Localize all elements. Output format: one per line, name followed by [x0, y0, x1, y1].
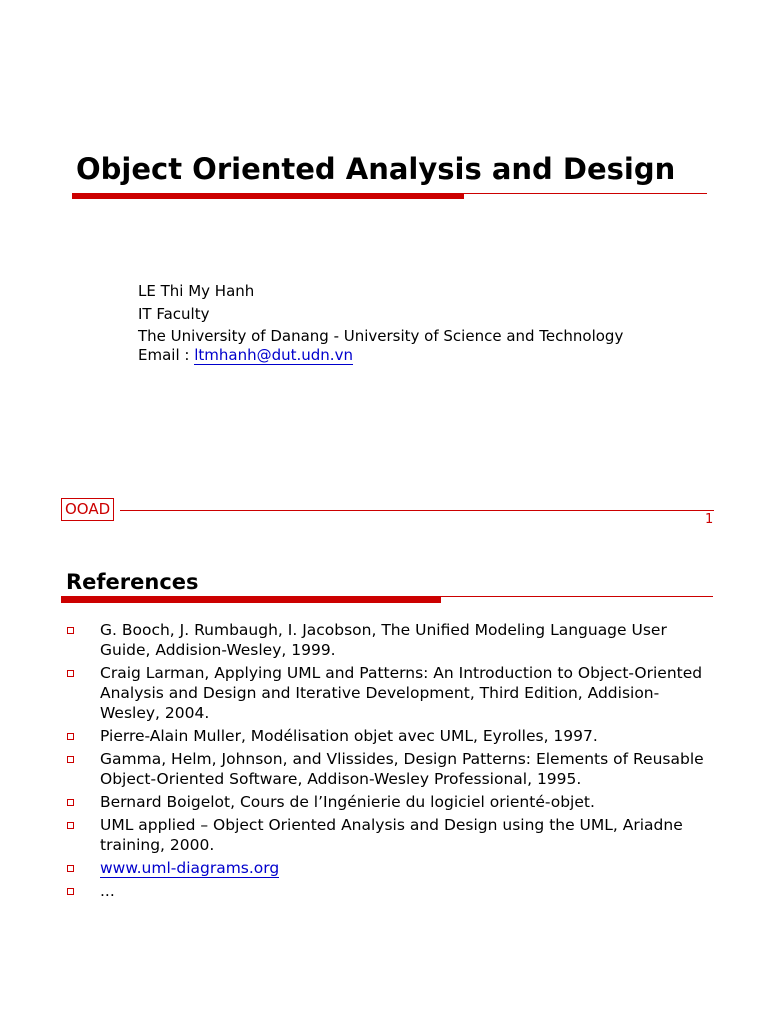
footer-rule [120, 510, 714, 511]
reference-item: G. Booch, J. Rumbaugh, I. Jacobson, The Unified Modeling Language User Guide, Addision-Wesley, 1999. [66, 620, 716, 660]
author-name: LE Thi My Hanh [138, 282, 255, 300]
footer-ooad-label: OOAD [61, 498, 114, 521]
title-rule-thick [72, 193, 464, 199]
references-rule-thick [61, 597, 441, 603]
email-label: Email : [138, 346, 195, 364]
reference-item: Craig Larman, Applying UML and Patterns: An Introduction to Object-Oriented Analysis and Design and Iterative Development, Third Edition, Addision-Wesley, 2004. [66, 663, 716, 723]
references-list [66, 620, 716, 904]
square-bullet-icon [67, 733, 74, 740]
references-title: References [66, 570, 199, 594]
author-faculty: IT Faculty [138, 305, 210, 323]
reference-item: ... [66, 881, 716, 901]
slide-title: Object Oriented Analysis and Design [76, 152, 676, 186]
uml-diagrams-link[interactable]: www.uml-diagrams.org [100, 859, 280, 877]
square-bullet-icon [67, 865, 74, 872]
email-link[interactable]: ltmhanh@dut.udn.vn [194, 346, 353, 364]
author-email-line [138, 346, 353, 364]
reference-item [66, 858, 716, 878]
page-number: 1 [705, 512, 714, 527]
author-university: The University of Danang - University of Science and Technology [138, 327, 624, 345]
square-bullet-icon [67, 627, 74, 634]
square-bullet-icon [67, 799, 74, 806]
square-bullet-icon [67, 822, 74, 829]
reference-item: UML applied – Object Oriented Analysis and Design using the UML, Ariadne training, 2000. [66, 815, 716, 855]
square-bullet-icon [67, 670, 74, 677]
reference-item: Gamma, Helm, Johnson, and Vlissides, Design Patterns: Elements of Reusable Object-Oriented Software, Addison-Wesley Professional, 1995. [66, 749, 716, 789]
square-bullet-icon [67, 756, 74, 763]
reference-item: Pierre-Alain Muller, Modélisation objet avec UML, Eyrolles, 1997. [66, 726, 716, 746]
reference-item: Bernard Boigelot, Cours de l’Ingénierie du logiciel orienté-objet. [66, 792, 716, 812]
square-bullet-icon [67, 888, 74, 895]
slide-2 [0, 536, 768, 1024]
